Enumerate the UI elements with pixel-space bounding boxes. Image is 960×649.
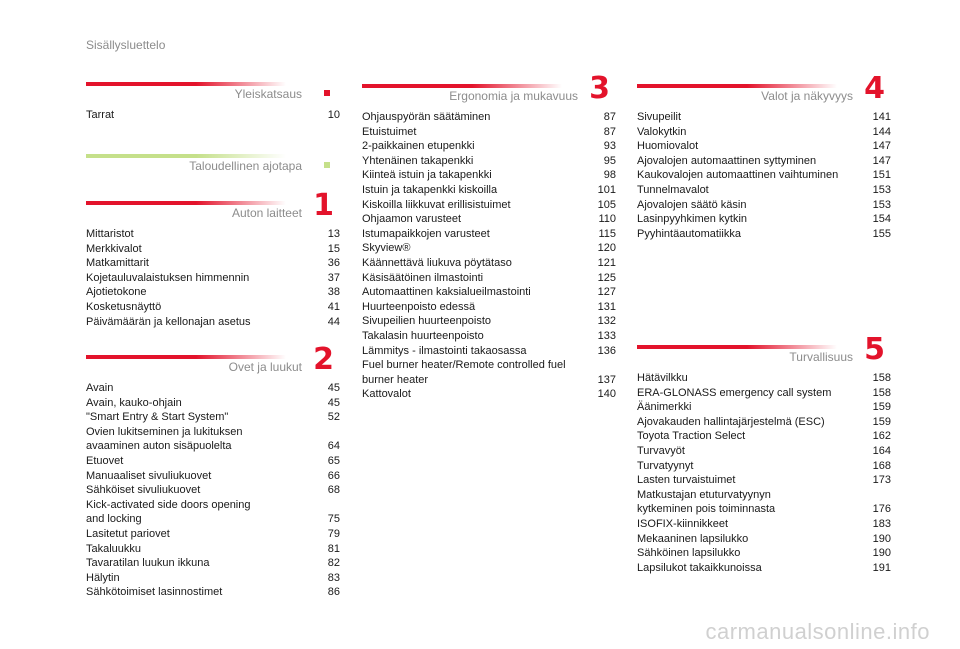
- toc-entry[interactable]: [86, 454, 340, 469]
- toc-entry-title: Sähköiset sivuliukuovet: [86, 484, 201, 497]
- toc-entry[interactable]: [637, 139, 891, 154]
- section-taloudellinen-ajotapa: [86, 150, 340, 180]
- toc-entry[interactable]: [362, 198, 616, 213]
- watermark: carmanualsonline.info: [705, 619, 930, 644]
- section-number: 4: [864, 71, 885, 106]
- toc-entry[interactable]: [86, 242, 340, 257]
- toc-entry[interactable]: [362, 110, 616, 125]
- toc-entry-page: 110: [598, 213, 616, 226]
- toc-entry-title: Istuin ja takapenkki kiskoilla: [362, 183, 498, 196]
- toc-entry-page: 140: [597, 388, 616, 401]
- toc-entry[interactable]: [362, 139, 616, 154]
- section-bar: [637, 345, 837, 349]
- toc-entry-page: 121: [597, 256, 616, 269]
- toc-entry-page: 37: [327, 271, 340, 284]
- toc-entry-title: Kaukovalojen automaattinen vaihtuminen: [637, 169, 839, 182]
- toc-entry-title: Manuaaliset sivuliukuovet: [86, 469, 212, 482]
- toc-entry[interactable]: [362, 183, 616, 198]
- toc-entry-title: Huomiovalot: [637, 140, 699, 153]
- toc-entry[interactable]: [362, 227, 616, 242]
- toc-entry[interactable]: [637, 154, 891, 169]
- toc-entry[interactable]: [637, 400, 891, 415]
- toc-entry-page: 183: [872, 517, 891, 530]
- toc-entry-title: Ovien lukitseminen ja lukituksen avaaminen auton sisäpuolelta: [86, 425, 243, 453]
- toc-entry-page: 64: [327, 440, 340, 453]
- toc-entry-page: 131: [597, 300, 616, 313]
- section-bar: [362, 84, 562, 88]
- toc-entry[interactable]: [86, 381, 340, 396]
- toc-entry-title: Yhtenäinen takapenkki: [362, 154, 474, 167]
- toc-entry-title: Sähköinen lapsilukko: [637, 547, 741, 560]
- toc-entry-title: Kattovalot: [362, 388, 411, 401]
- toc-entry-title: Lämmitys - ilmastointi takaosassa: [362, 344, 527, 357]
- section-title: Ergonomia ja mukavuus: [449, 89, 578, 103]
- toc-entry[interactable]: [86, 425, 340, 454]
- toc-entry-page: 190: [872, 532, 891, 545]
- toc-entry-title: Lasinpyyhkimen kytkin: [637, 213, 748, 226]
- toc-entry-title: Ohjaamon varusteet: [362, 213, 462, 226]
- toc-entry-title: Etuistuimet: [362, 125, 417, 138]
- toc-entry-page: 15: [327, 242, 340, 255]
- toc-entry-page: 115: [598, 227, 616, 240]
- toc-entry[interactable]: [362, 387, 616, 402]
- section-title: Valot ja näkyvyys: [761, 89, 853, 103]
- toc-entry-title: Hälytin: [86, 571, 120, 584]
- section-title: Yleiskatsaus: [234, 87, 302, 101]
- toc-entry[interactable]: [362, 256, 616, 271]
- toc-entry[interactable]: [362, 212, 616, 227]
- toc-entry[interactable]: [86, 527, 340, 542]
- toc-entry[interactable]: [86, 585, 340, 600]
- toc-entry-page: 36: [327, 257, 340, 270]
- toc-entry-page: 82: [327, 557, 340, 570]
- toc-entry-title: Mekaaninen lapsilukko: [637, 532, 749, 545]
- toc-entries: [86, 381, 340, 600]
- toc-entry-page: 75: [327, 513, 340, 526]
- toc-entry-title: ERA-GLONASS emergency call system: [637, 386, 832, 399]
- toc-entry-page: 95: [603, 154, 616, 167]
- toc-entry[interactable]: [362, 168, 616, 183]
- toc-entry[interactable]: [637, 168, 891, 183]
- toc-entry-title: Käännettävä liukuva pöytätaso: [362, 256, 512, 269]
- toc-entry-page: 87: [603, 111, 616, 123]
- toc-entry-title: Takalasin huurteenpoisto: [362, 329, 484, 342]
- toc-entry-page: 190: [872, 547, 891, 560]
- toc-entry[interactable]: [86, 556, 340, 571]
- toc-entry-page: 98: [603, 169, 616, 182]
- toc-entry[interactable]: [362, 358, 616, 387]
- section-yleiskatsaus: [86, 78, 340, 123]
- toc-entry-page: 176: [872, 503, 891, 516]
- toc-entry-title: Skyview®: [362, 242, 411, 255]
- toc-entry-page: 45: [327, 396, 340, 409]
- toc-entry-title: Fuel burner heater/Remote controlled fuel burner heater: [362, 359, 566, 386]
- section-title: Auton laitteet: [231, 206, 302, 220]
- toc-entry-page: 65: [327, 454, 340, 467]
- toc-entry-title: Merkkivalot: [86, 242, 142, 255]
- toc-entry[interactable]: [86, 542, 340, 557]
- toc-entry-title: ISOFIX-kiinnikkeet: [637, 517, 729, 530]
- toc-entry-page: 132: [597, 315, 616, 328]
- toc-entry-title: Istumapaikkojen varusteet: [362, 227, 490, 240]
- toc-entry-title: Avain, kauko-ohjain: [86, 396, 182, 409]
- section-title: Taloudellinen ajotapa: [189, 159, 302, 173]
- toc-entry-title: Lapsilukot takaikkunoissa: [637, 561, 762, 574]
- toc-entry-title: Valokytkin: [637, 125, 687, 138]
- toc-entry-title: Kiinteä istuin ja takapenkki: [362, 169, 492, 182]
- toc-entry-page: 127: [597, 286, 616, 299]
- toc-entry-title: Avain: [86, 382, 114, 394]
- section-header: [86, 188, 340, 227]
- toc-entry-title: Tunnelmavalot: [637, 183, 709, 196]
- toc-entries: [637, 110, 891, 241]
- toc-entry-title: Käsisäätöinen ilmastointi: [362, 271, 484, 284]
- toc-entry-page: 38: [327, 286, 340, 299]
- section-header: [86, 342, 340, 381]
- toc-entry-title: Sähkötoimiset lasinnostimet: [86, 586, 223, 599]
- toc-entry[interactable]: [637, 415, 891, 430]
- section-marker-dot: [324, 90, 330, 96]
- toc-entry-title: Matkamittarit: [86, 257, 149, 270]
- toc-entry-page: 164: [872, 444, 891, 457]
- section-marker-dot: [324, 162, 330, 168]
- page-label: Sisällysluettelo: [86, 38, 166, 52]
- toc-entry-page: 147: [872, 154, 891, 167]
- toc-entry-page: 93: [603, 140, 616, 153]
- toc-entry-page: 153: [872, 198, 891, 211]
- toc-entry-page: 10: [327, 109, 340, 121]
- toc-entry[interactable]: [637, 429, 891, 444]
- toc-entries: [637, 371, 891, 575]
- toc-entry-page: 45: [327, 382, 340, 394]
- toc-entry[interactable]: [86, 256, 340, 271]
- toc-entry-title: Kiskoilla liikkuvat erillisistuimet: [362, 198, 511, 211]
- toc-entry-page: 125: [597, 271, 616, 284]
- toc-entry-title: Takaluukku: [86, 542, 142, 555]
- toc-entry[interactable]: [637, 227, 891, 242]
- toc-entry[interactable]: [362, 300, 616, 315]
- toc-entry-title: Toyota Traction Select: [637, 430, 746, 443]
- toc-entry-page: 151: [872, 169, 891, 182]
- toc-entry-page: 141: [872, 111, 891, 123]
- toc-entry-page: 81: [327, 542, 340, 555]
- toc-entry-title: "Smart Entry & Start System": [86, 411, 229, 424]
- toc-entry-page: 66: [327, 469, 340, 482]
- toc-entry-title: Kick-activated side doors opening and locking: [86, 498, 251, 526]
- toc-entry[interactable]: [86, 571, 340, 586]
- toc-entry-page: 137: [597, 373, 616, 386]
- toc-entry-page: 144: [872, 125, 891, 138]
- toc-entry-title: Tavaratilan luukun ikkuna: [86, 557, 210, 570]
- toc-entry[interactable]: [86, 396, 340, 411]
- section-turvallisuus: [637, 332, 891, 575]
- toc-entry[interactable]: [362, 329, 616, 344]
- toc-entry-title: Ajovakauden hallintajärjestelmä (ESC): [637, 415, 825, 428]
- toc-entry-page: 191: [872, 561, 891, 574]
- section-header: [362, 71, 616, 110]
- toc-entry[interactable]: [637, 459, 891, 474]
- toc-entry[interactable]: [362, 314, 616, 329]
- section-number: 5: [864, 332, 885, 367]
- toc-entry-page: 133: [597, 329, 616, 342]
- toc-entry-page: 105: [597, 198, 616, 211]
- section-valot-ja-nakyvyys: [637, 71, 891, 241]
- toc-entry[interactable]: [637, 488, 891, 517]
- toc-entry-page: 86: [327, 586, 340, 599]
- toc-entry-page: 159: [872, 415, 891, 428]
- toc-entry-page: 162: [872, 430, 891, 443]
- toc-entry[interactable]: [637, 110, 891, 125]
- toc-entry-title: Kosketusnäyttö: [86, 300, 162, 313]
- toc-entry[interactable]: [637, 371, 891, 386]
- toc-entries: [86, 227, 340, 329]
- section-title: Turvallisuus: [789, 350, 853, 364]
- section-bar: [637, 84, 837, 88]
- toc-entry-page: 52: [327, 411, 340, 424]
- toc-entry-page: 154: [872, 213, 891, 226]
- toc-entry-page: 13: [327, 228, 340, 240]
- section-header: [637, 71, 891, 110]
- toc-entry[interactable]: [362, 154, 616, 169]
- section-bar: [86, 82, 286, 86]
- toc-entry-title: Sivupeilit: [637, 111, 682, 123]
- toc-entry-page: 41: [327, 300, 340, 313]
- toc-entry[interactable]: [637, 517, 891, 532]
- toc-entry[interactable]: [86, 498, 340, 527]
- toc-entry-page: 68: [327, 484, 340, 497]
- toc-entry-title: Turvavyöt: [637, 444, 685, 457]
- toc-entry-title: Äänimerkki: [637, 401, 692, 414]
- section-ovet-ja-luukut: [86, 342, 340, 600]
- section-number: 1: [313, 188, 334, 223]
- toc-entry-page: 159: [872, 401, 891, 414]
- toc-entry-title: Tarrat: [86, 109, 115, 121]
- toc-entry-page: 168: [872, 459, 891, 472]
- toc-entry[interactable]: [637, 183, 891, 198]
- section-bar: [86, 154, 286, 158]
- toc-entry-page: 147: [872, 140, 891, 153]
- toc-entry-title: Mittaristot: [86, 228, 134, 240]
- toc-entry-title: Päivämäärän ja kellonajan asetus: [86, 315, 251, 328]
- toc-entry-title: Ohjauspyörän säätäminen: [362, 111, 491, 123]
- toc-entry-title: Kojetauluvalaistuksen himmennin: [86, 271, 250, 284]
- toc-entry[interactable]: [637, 532, 891, 547]
- toc-entry-title: Etuovet: [86, 454, 124, 467]
- toc-entry-page: 44: [327, 315, 340, 328]
- section-header: [637, 332, 891, 371]
- toc-entry[interactable]: [637, 212, 891, 227]
- section-auton-laitteet: [86, 188, 340, 329]
- toc-entry-page: 158: [872, 372, 891, 384]
- toc-entry[interactable]: [86, 315, 340, 330]
- toc-entry[interactable]: [362, 285, 616, 300]
- toc-entry[interactable]: [86, 300, 340, 315]
- toc-entry[interactable]: [86, 227, 340, 242]
- section-header: [86, 78, 340, 108]
- toc-entry-title: Ajotietokone: [86, 286, 147, 299]
- toc-entry-page: 158: [872, 386, 891, 399]
- toc-entry-page: 136: [597, 344, 616, 357]
- toc-entry-page: 87: [603, 125, 616, 138]
- toc-entry[interactable]: [362, 271, 616, 286]
- toc-entry-title: Pyyhintäautomatiikka: [637, 227, 741, 240]
- toc-entry-page: 120: [597, 242, 616, 255]
- section-bar: [86, 355, 286, 359]
- toc-entry[interactable]: [637, 198, 891, 213]
- section-bar: [86, 201, 286, 205]
- toc-entry[interactable]: [362, 125, 616, 140]
- toc-entry-title: Hätävilkku: [637, 372, 688, 384]
- section-ergonomia-ja-mukavuus: [362, 71, 616, 402]
- section-number: 3: [589, 71, 610, 106]
- toc-entry-title: Ajovalojen automaattinen syttyminen: [637, 154, 817, 167]
- section-title: Ovet ja luukut: [228, 360, 302, 374]
- toc-entry[interactable]: [637, 444, 891, 459]
- toc-entry-page: 83: [327, 571, 340, 584]
- toc-entry[interactable]: [637, 125, 891, 140]
- toc-entry[interactable]: [86, 285, 340, 300]
- toc-entry-title: Matkustajan etuturvatyynyn kytkeminen pois toiminnasta: [637, 488, 776, 516]
- toc-entry-title: Huurteenpoisto edessä: [362, 300, 476, 313]
- toc-entry-page: 101: [597, 183, 616, 196]
- toc-entry-page: 155: [872, 227, 891, 240]
- section-number: 2: [313, 342, 334, 377]
- toc-entry-title: Lasten turvaistuimet: [637, 474, 736, 487]
- toc-entries: [86, 108, 340, 123]
- toc-entry[interactable]: [86, 271, 340, 286]
- toc-entry-title: 2-paikkainen etupenkki: [362, 140, 475, 153]
- toc-entry[interactable]: [637, 473, 891, 488]
- toc-entry-title: Automaattinen kaksialueilmastointi: [362, 286, 531, 299]
- toc-entry-title: Turvatyynyt: [637, 459, 694, 472]
- toc-entry[interactable]: [86, 483, 340, 498]
- toc-entry[interactable]: [637, 386, 891, 401]
- toc-entry[interactable]: [86, 469, 340, 484]
- toc-entry[interactable]: [637, 561, 891, 576]
- toc-entry[interactable]: [86, 410, 340, 425]
- toc-entries: [362, 110, 616, 402]
- toc-entry[interactable]: [362, 241, 616, 256]
- toc-entry-page: 173: [872, 474, 891, 487]
- section-header: [86, 150, 340, 180]
- toc-entry[interactable]: [637, 546, 891, 561]
- toc-entry-title: Ajovalojen säätö käsin: [637, 198, 747, 211]
- toc-entry-page: 79: [327, 527, 340, 540]
- toc-entry[interactable]: [362, 344, 616, 359]
- toc-entry-title: Sivupeilien huurteenpoisto: [362, 315, 492, 328]
- toc-entry-page: 153: [872, 183, 891, 196]
- toc-entry-title: Lasitetut pariovet: [86, 527, 170, 540]
- toc-entry[interactable]: [86, 108, 340, 123]
